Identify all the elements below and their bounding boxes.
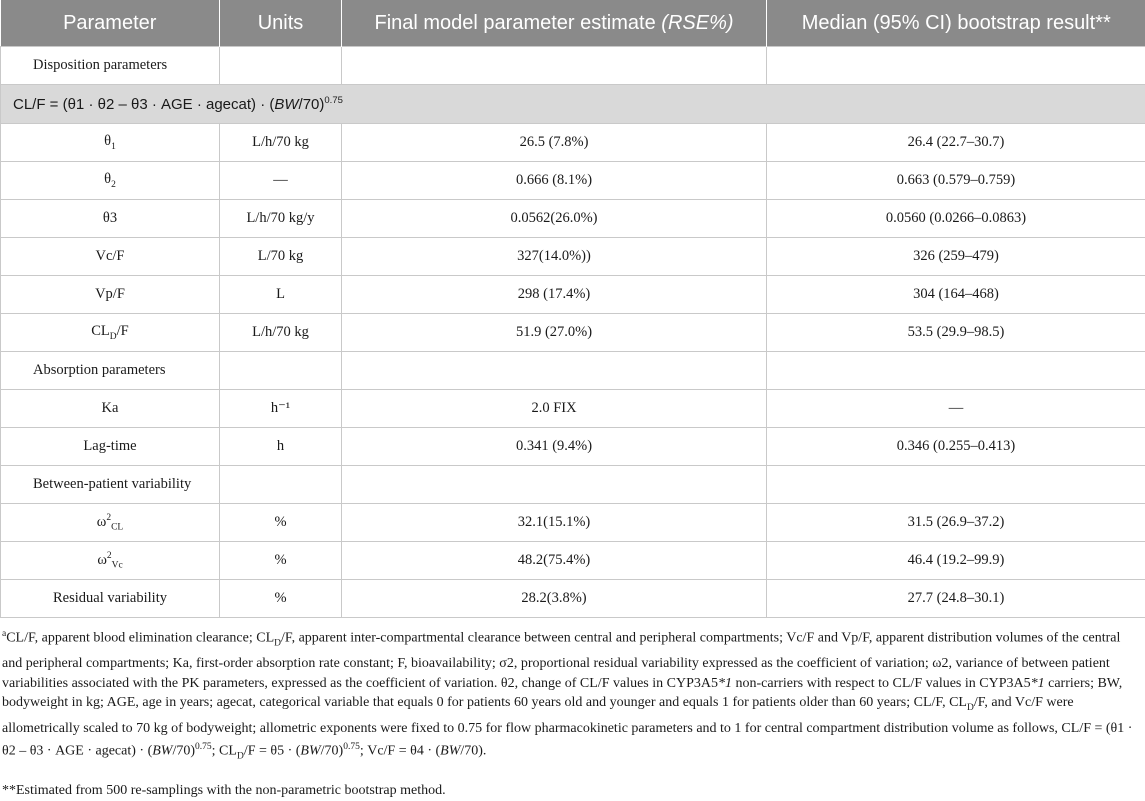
units-cell: L [220,276,342,314]
estimate-cell: 0.0562(26.0%) [342,200,767,238]
units-cell: — [220,162,342,200]
param-cell: $\theta_1$ [1,124,220,162]
table-row [1,200,1145,238]
param-cell: Ka [1,390,220,428]
param-cell: Vc/F [1,238,220,276]
footnote-bootstrap: **Estimated from 500 re-samplings with the non-parametric bootstrap method. [2,781,1141,801]
section-bpv: Between-patient variability [1,466,220,504]
table-footnote-bootstrap [0,781,1145,801]
estimate-cell: 2.0 FIX [342,390,767,428]
units-cell: L/70 kg [220,238,342,276]
table-row [1,162,1145,200]
section-disposition: Disposition parameters [1,47,220,85]
param-cell: $\omega^2_{CL}$ [1,504,220,542]
param-cell: Vp/F [1,276,220,314]
units-cell: L/h/70 kg/y [220,200,342,238]
equation-bw: BW [274,96,298,113]
param-cell: $CL_D/F$ [1,314,220,352]
table-header-row [1,0,1145,47]
estimate-cell: 327(14.0%)) [342,238,767,276]
units-cell: L/h/70 kg [220,124,342,162]
table-row [1,238,1145,276]
cl-equation [1,85,1145,124]
estimate-cell: 26.5 (7.8%) [342,124,767,162]
header-units: Units [220,0,342,47]
estimate-cell: 0.341 (9.4%) [342,428,767,466]
bootstrap-cell: 0.0560 (0.0266–0.0863) [767,200,1145,238]
estimate-cell: 0.666 (8.1%) [342,162,767,200]
param-cell: $\theta_2$ [1,162,220,200]
bootstrap-cell: 53.5 (29.9–98.5) [767,314,1145,352]
equation-tail: /70) [299,96,325,113]
param-cell: θ3 [1,200,220,238]
units-cell: % [220,504,342,542]
header-rse: (RSE%) [661,12,733,34]
section-absorption: Absorption parameters [1,352,220,390]
units-cell: h [220,428,342,466]
table-row [1,390,1145,428]
table-row [1,124,1145,162]
equation-row [1,85,1145,124]
header-parameter: Parameter [1,0,220,47]
bootstrap-cell: 26.4 (22.7–30.7) [767,124,1145,162]
table-row [1,314,1145,352]
bootstrap-cell: 31.5 (26.9–37.2) [767,504,1145,542]
estimate-cell: 298 (17.4%) [342,276,767,314]
units-cell: % [220,542,342,580]
bootstrap-cell: 46.4 (19.2–99.9) [767,542,1145,580]
header-final-estimate-label: Final model parameter estimate [374,12,655,34]
section-row [1,466,1145,504]
estimate-cell: 32.1(15.1%) [342,504,767,542]
bootstrap-cell: 0.346 (0.255–0.413) [767,428,1145,466]
table-footnote [0,618,1145,767]
bootstrap-cell: 0.663 (0.579–0.759) [767,162,1145,200]
table-row [1,504,1145,542]
units-cell: h⁻¹ [220,390,342,428]
table-row [1,542,1145,580]
param-cell: Residual variability [1,580,220,618]
bootstrap-cell: — [767,390,1145,428]
header-final-estimate [342,0,767,47]
equation-exponent: 0.75 [324,95,343,106]
footnote-a: $^a$CL/F, apparent blood elimination clearance; $CL_D/F$, apparent inter-compartmental clearance between central and peripheral compartments; Vc/F and Vp/F, apparent distribution volumes of the central and peripheral compartments; Ka, first-order absorption rate constant; F, bioavailability; σ2, proportional residual variability expressed as the coefficient of variation; ω2, variance of between patient variabilities associated with the PK parameters, expressed as the coefficient of variation. θ2, change of CL/F values in CYP3A5*1 non-carriers with respect to CL/F values in CYP3A5*1 carriers; BW, bodyweight in kg; AGE, age in years; agecat, categorical variable that equals 0 for patients 60 years old and younger and equals 1 for patients older than 60 years; CL/F, $CL_D/F$, and Vc/F were allometrically scaled to 70 kg of bodyweight; allometric exponents were fixed to 0.75 for flow pharmacokinetic parameters and to 1 for central compartment distribution volume as follows, CL/F = (θ1 · θ2 – θ3 · AGE · agecat) · $(BW/70)^{0.75}$; $CL_D/F = \theta 5 \cdot (BW/70)^{0.75}$; Vc/F = θ4 · (BW/70). [2,625,1141,767]
estimate-cell: 51.9 (27.0%) [342,314,767,352]
table-row [1,428,1145,466]
table-row [1,580,1145,618]
header-bootstrap: Median (95% CI) bootstrap result** [767,0,1145,47]
bootstrap-cell: 27.7 (24.8–30.1) [767,580,1145,618]
param-cell: $\omega^2_{Vc}$ [1,542,220,580]
equation-text: CL/F = (θ1 · θ2 – θ3 · AGE · agecat) · ( [13,96,274,113]
bootstrap-cell: 326 (259–479) [767,238,1145,276]
estimate-cell: 28.2(3.8%) [342,580,767,618]
section-row [1,47,1145,85]
param-cell: Lag-time [1,428,220,466]
section-row [1,352,1145,390]
estimate-cell: 48.2(75.4%) [342,542,767,580]
units-cell: L/h/70 kg [220,314,342,352]
bootstrap-cell: 304 (164–468) [767,276,1145,314]
table-row [1,276,1145,314]
units-cell: % [220,580,342,618]
